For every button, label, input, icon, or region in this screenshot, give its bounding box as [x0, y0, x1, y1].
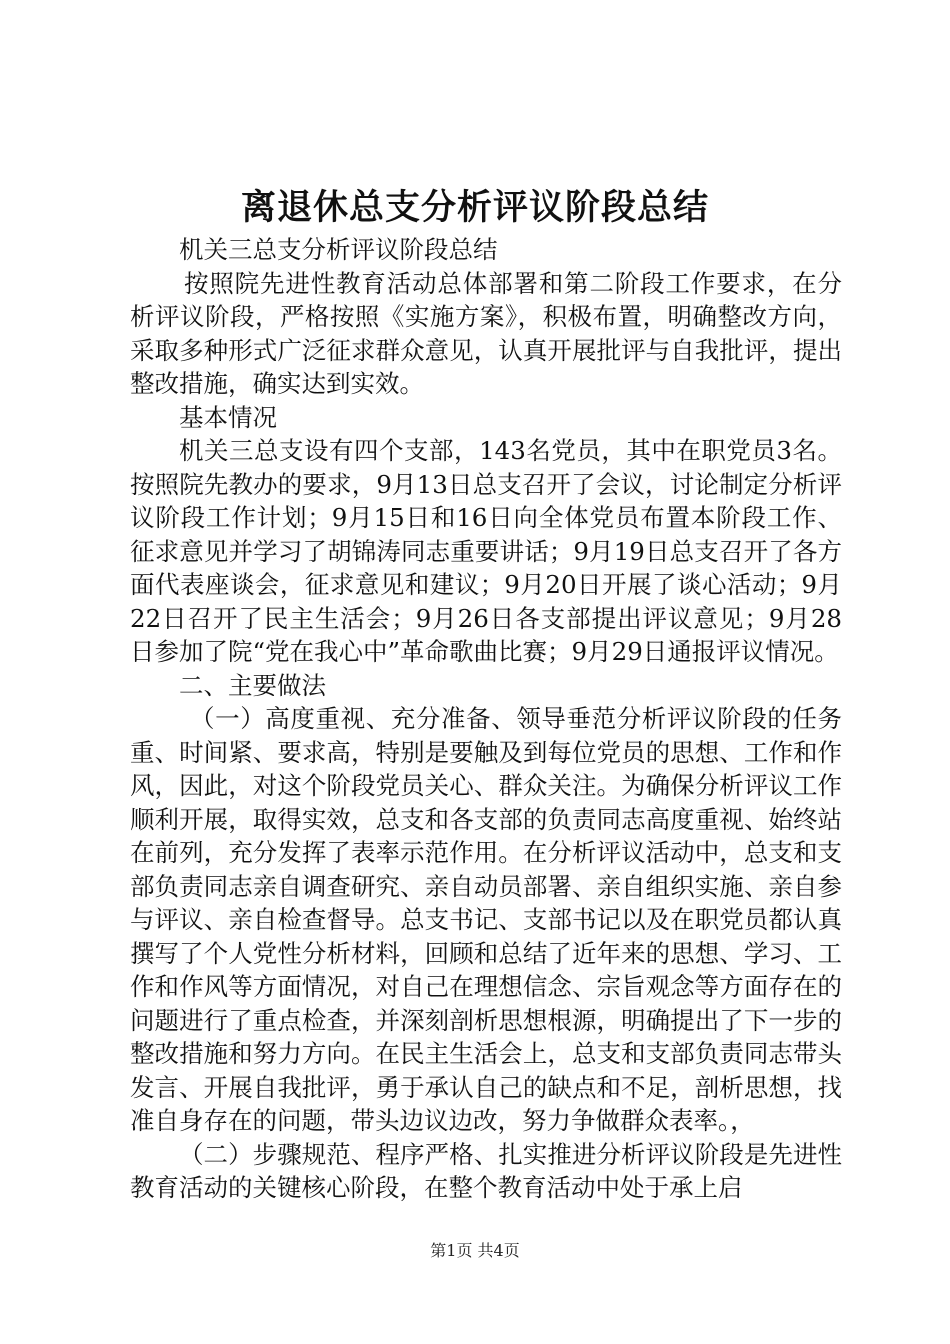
section-heading-main-methods: 二、主要做法 [179, 670, 326, 700]
paragraph-intro: 按照院先进性教育活动总体部署和第二阶段工作要求，在分析评议阶段，严格按照《实施方案》，积极布置，明确整改方向，采取多种形式广泛征求群众意见，认真开展批评与自我批评，提出整改措施，确实达到实效。 [130, 268, 842, 398]
paragraph-subtitle: 机关三总支分析评议阶段总结 [179, 235, 498, 264]
document-title: 离退休总支分析评议阶段总结 [240, 187, 709, 228]
page-footer: 第1页 共4页 [430, 1241, 520, 1260]
paragraph-method-one: （一）高度重视、充分准备、领导垂范分析评议阶段的任务重、时间紧、要求高，特别是要触及到每位党员的思想、工作和作风，因此，对这个阶段党员关心、群众关注。为确保分析评议工作顺利开展，取得实效，总支和各支部的负责同志高度重视、始终站在前列，充分发挥了表率示范作用。在分析评议活动中，总支和支部负责同志亲自调查研究、亲自动员部署、亲自组织实施、亲自参与评议、亲自检查督导。总支书记、支部书记以及在职党员都认真撰写了个人党性分析材料，回顾和总结了近年来的思想、学习、工作和作风等方面情况，对自己在理想信念、宗旨观念等方面存在的问题进行了重点检查，并深刻剖析思想根源，明确提出了下一步的整改措施和努力方向。在民主生活会上，总支和支部负责同志带头发言、开展自我批评，勇于承认自己的缺点和不足，剖析思想，找准自身存在的问题，带头边议边改，努力争做群众表率。， [130, 704, 842, 1135]
paragraph-basic-situation: 机关三总支设有四个支部，143名党员，其中在职党员3名。按照院先教办的要求，9月13日总支召开了会议，讨论制定分析评议阶段工作计划；9月15日和16日向全体党员布置本阶段工作、征求意见并学习了胡锦涛同志重要讲话；9月19日总支召开了各方面代表座谈会，征求意见和建议；9月20日开展了谈心活动；9月22日召开了民主生活会；9月26日各支部提出评议意见；9月28日参加了院“党在我心中”革命歌曲比赛；9月29日通报评议情况。 [130, 436, 842, 666]
document-body [130, 233, 842, 1205]
paragraph-method-two: （二）步骤规范、程序严格、扎实推进分析评议阶段是先进性教育活动的关键核心阶段，在整个教育活动中处于承上启 [130, 1139, 842, 1202]
section-heading-basic: 基本情况 [179, 402, 277, 432]
